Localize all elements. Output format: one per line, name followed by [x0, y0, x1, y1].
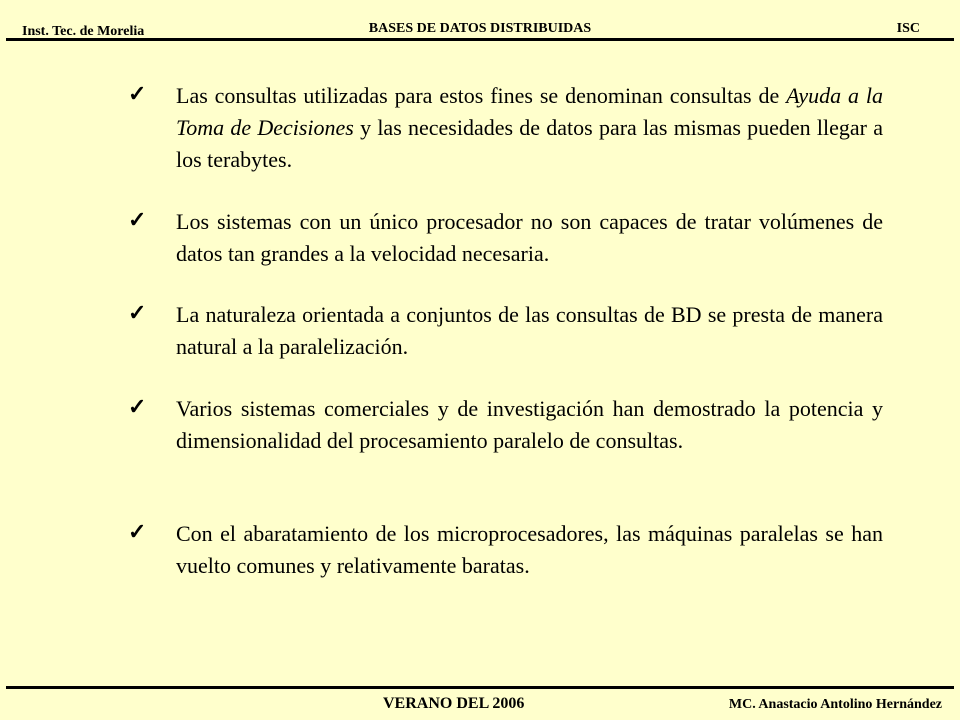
emphasized-term: Ayuda a la Toma de Decisiones: [176, 83, 883, 140]
checkmark-icon: ✓: [128, 207, 147, 232]
checkmark-icon: ✓: [128, 300, 147, 325]
program-label: ISC: [896, 21, 920, 36]
header-divider: [6, 38, 954, 41]
bullet-text: La naturaleza orientada a conjuntos de las consultas de BD se presta de manera natural a la paralelización.: [176, 302, 883, 359]
checkmark-icon: ✓: [128, 81, 147, 106]
author-name: MC. Anastacio Antolino Hernández: [728, 697, 942, 712]
bullet-item: [128, 518, 883, 582]
checkmark-icon: ✓: [128, 519, 147, 544]
bullet-item: [128, 80, 883, 176]
footer-divider: [6, 686, 954, 689]
bullet-text: Varios sistemas comerciales y de investigación han demostrado la potencia y dimensionalidad del procesamiento paralelo de consultas.: [176, 396, 883, 453]
course-title: BASES DE DATOS DISTRIBUIDAS: [368, 21, 592, 36]
bullet-text: Con el abaratamiento de los microprocesadores, las máquinas paralelas se han vuelto comunes y relativamente baratas.: [176, 521, 883, 578]
bullet-item: [128, 299, 883, 363]
institution-label: Inst. Tec. de Morelia: [22, 24, 145, 39]
bullet-item: [128, 206, 883, 270]
term-label: VERANO DEL 2006: [383, 695, 525, 712]
bullet-text: Las consultas utilizadas para estos fines se denominan consultas de Ayuda a la Toma de Decisiones y las necesidades de datos para las mismas pueden llegar a los terabytes.: [176, 83, 883, 172]
bullet-item: [128, 393, 883, 457]
checkmark-icon: ✓: [128, 394, 147, 419]
bullet-text: Los sistemas con un único procesador no son capaces de tratar volúmenes de datos tan grandes a la velocidad necesaria.: [176, 209, 883, 266]
